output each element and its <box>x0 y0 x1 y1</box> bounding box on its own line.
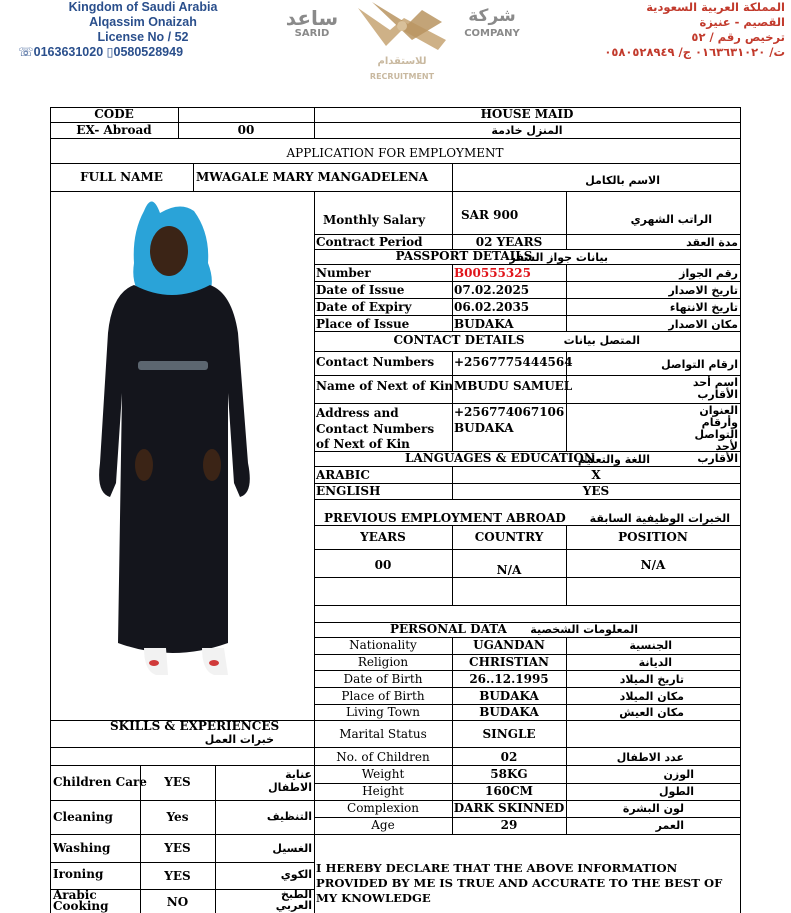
languages-title: LANGUAGES & EDUCATION <box>405 451 595 465</box>
children-value: 02 <box>500 750 518 764</box>
kin-address-ar: العنوان وأرقام التواصل لأحد الأقارب <box>694 404 738 465</box>
prev-position-value: N/A <box>640 558 666 572</box>
height-ar: الطول <box>658 785 694 798</box>
kin-name-value: MBUDU SAMUEL <box>454 379 573 393</box>
age-ar: العمر <box>655 819 684 832</box>
birth-date-label: Date of Birth <box>343 672 423 686</box>
skill-washing-label: Washing <box>53 841 111 855</box>
prev-country-value: N/A <box>496 563 522 577</box>
declaration-text: I HEREBY DECLARE THAT THE ABOVE INFORMATION PROVIDED BY ME IS TRUE AND ACCURATE TO THE BEST OF MY KNOWLEDGE <box>316 861 723 905</box>
ex-abroad-label: EX- Abroad <box>76 123 152 137</box>
passport-number-value: B00555325 <box>454 266 531 280</box>
birth-place-label: Place of Birth <box>341 689 425 703</box>
age-label: Age <box>371 818 395 832</box>
skills-title: SKILLS & EXPERIENCES <box>110 719 280 733</box>
logo-saeed-ar: ساعد <box>285 6 339 30</box>
height-value: 160CM <box>485 784 533 798</box>
issue-date-ar: تاريخ الاصدار <box>668 284 738 297</box>
skill-cleaning-ar: التنظيف <box>266 810 312 823</box>
skill-cleaning-label: Cleaning <box>53 810 113 824</box>
birth-place-ar: مكان الميلاد <box>619 690 684 703</box>
arabic-label: ARABIC <box>316 468 370 482</box>
contact-title: CONTACT DETAILS <box>393 333 525 347</box>
full-name-label: FULL NAME <box>80 170 163 184</box>
kin-name-ar: اسم أحد الأقارب <box>692 376 738 401</box>
passport-number-ar: رقم الجواز <box>679 267 738 280</box>
height-label: Height <box>362 784 404 798</box>
english-value: YES <box>582 484 610 498</box>
skill-ironing-value: YES <box>164 869 191 883</box>
contact-numbers-ar: ارقام التواصل <box>661 358 738 371</box>
expiry-date-value: 06.02.2035 <box>454 300 530 314</box>
skill-arabic-cooking-ar: الطبخ العربي <box>275 888 312 912</box>
birth-date-value: 26..12.1995 <box>469 672 549 686</box>
passport-number-label: Number <box>316 266 371 280</box>
issue-date-label: Date of Issue <box>316 283 405 297</box>
skill-children-care-value: YES <box>164 775 191 789</box>
code-label: CODE <box>94 107 134 121</box>
issue-place-label: Place of Issue <box>316 317 410 331</box>
marital-status-label: Marital Status <box>339 727 427 741</box>
header-left-block <box>18 0 268 60</box>
marital-status-value: SINGLE <box>482 727 536 741</box>
age-value: 29 <box>500 818 518 832</box>
passport-title: PASSPORT DETAILS <box>395 249 533 263</box>
salary-value: SAR 900 <box>461 208 519 222</box>
salary-ar: الراتب الشهري <box>630 213 712 226</box>
contact-numbers-label: Contact Numbers <box>316 355 435 369</box>
personal-data-title-ar: المعلومات الشخصية <box>530 623 638 636</box>
contact-numbers-value: +2567775444564 <box>454 355 573 369</box>
living-town-value: BUDAKA <box>479 705 539 719</box>
english-label: ENGLISH <box>316 484 381 498</box>
birth-date-ar: تاريخ الميلاد <box>619 673 684 686</box>
prev-employment-title: PREVIOUS EMPLOYMENT ABROAD <box>324 511 566 525</box>
full-name-ar: الاسم بالكامل <box>585 174 660 187</box>
contract-value: 02 YEARS <box>475 235 543 249</box>
header-right-block <box>545 0 785 60</box>
position-ar: المنزل خادمة <box>491 124 563 137</box>
issue-date-value: 07.02.2025 <box>454 283 530 297</box>
complexion-ar: لون البشرة <box>622 802 684 815</box>
contract-label: Contract Period <box>316 235 423 249</box>
issue-place-value: BUDAKA <box>454 317 514 331</box>
skill-washing-value: YES <box>164 841 191 855</box>
logo-company-en: COMPANY <box>464 28 520 39</box>
kin-address-label: Address and Contact Numbers of Next of Kin <box>316 406 435 451</box>
issue-place-ar: مكان الاصدار <box>668 318 738 331</box>
logo-saeed-en: SARID <box>294 28 330 39</box>
living-town-label: Living Town <box>346 705 420 719</box>
contact-title-ar: المتصل بيانات <box>563 334 640 347</box>
expiry-date-label: Date of Expiry <box>316 300 412 314</box>
ex-abroad-value: 00 <box>237 123 255 137</box>
skill-cleaning-value: Yes <box>166 810 189 824</box>
personal-data-title: PERSONAL DATA <box>390 622 507 636</box>
company-logo <box>282 0 522 95</box>
logo-recruit-ar: للاستقدام <box>377 56 427 67</box>
religion-label: Religion <box>357 655 409 669</box>
skill-arabic-cooking-value: NO <box>166 895 189 909</box>
header-country-en: Kingdom of Saudi Arabia <box>68 0 218 14</box>
prev-header-years: YEARS <box>360 530 406 544</box>
logo-company-ar: شركة <box>468 6 516 26</box>
weight-value: 58KG <box>490 767 528 781</box>
header-city-ar: القصيم - عنيزة <box>699 15 785 29</box>
skill-arabic-cooking-label: Arabic Cooking <box>53 888 109 913</box>
nationality-label: Nationality <box>349 638 417 652</box>
children-label: No. of Children <box>336 750 430 764</box>
prev-header-country: COUNTRY <box>474 530 544 544</box>
religion-ar: الديانة <box>638 656 672 669</box>
logo-recruit-en: RECRUITMENT <box>369 72 435 81</box>
skill-ironing-ar: الكوي <box>280 868 312 881</box>
complexion-value: DARK SKINNED <box>453 801 565 815</box>
kin-name-label: Name of Next of Kin <box>316 379 454 393</box>
children-ar: عدد الاطفال <box>616 751 684 764</box>
header-license-ar: ترخيص رقم / ٥٢ <box>691 30 785 44</box>
handshake-icon <box>352 0 452 56</box>
complexion-label: Complexion <box>347 801 419 815</box>
salary-label: Monthly Salary <box>323 213 426 227</box>
weight-ar: الوزن <box>663 768 694 781</box>
full-name-value: MWAGALE MARY MANGADELENA <box>196 170 429 184</box>
nationality-ar: الجنسية <box>629 639 672 652</box>
header-country-ar: المملكة العربية السعودية <box>646 0 785 14</box>
weight-label: Weight <box>361 767 405 781</box>
header-phones-en: ☏0163631020 ▯0580528949 <box>18 45 184 59</box>
header-phones-ar: ت/ ٠١٦٣٦٣١٠٢٠ ج/ ٠٥٨٠٥٢٨٩٤٩ <box>604 45 785 59</box>
birth-place-value: BUDAKA <box>479 689 539 703</box>
skill-children-care-label: Children Care <box>53 775 147 789</box>
languages-title-ar: اللغة والتعليم <box>577 453 650 466</box>
kin-address-town: BUDAKA <box>454 421 514 435</box>
applicant-photo <box>52 193 313 719</box>
prev-years-value: 00 <box>374 558 392 572</box>
contract-ar: مدة العقد <box>686 236 738 249</box>
skill-children-care-ar: عناية الاطفال <box>268 768 312 794</box>
skills-title-ar: خبرات العمل <box>204 733 274 746</box>
passport-title-ar: بيانات جواز السفر <box>509 251 608 264</box>
religion-value: CHRISTIAN <box>469 655 549 669</box>
expiry-date-ar: تاريخ الانتهاء <box>669 301 738 314</box>
living-town-ar: مكان العيش <box>619 706 684 719</box>
kin-address-phone: +256774067106 <box>454 405 565 419</box>
application-title: APPLICATION FOR EMPLOYMENT <box>286 146 504 160</box>
arabic-value: X <box>591 468 601 482</box>
skill-washing-ar: الغسيل <box>272 842 312 855</box>
position-en: HOUSE MAID <box>480 107 574 121</box>
prev-employment-title-ar: الخبرات الوظيفية السابقة <box>589 512 730 525</box>
header-license-en: License No / 52 <box>97 30 189 44</box>
nationality-value: UGANDAN <box>473 638 545 652</box>
skill-ironing-label: Ironing <box>53 867 104 881</box>
header-city-en: Alqassim Onaizah <box>89 15 197 29</box>
prev-header-position: POSITION <box>618 530 688 544</box>
